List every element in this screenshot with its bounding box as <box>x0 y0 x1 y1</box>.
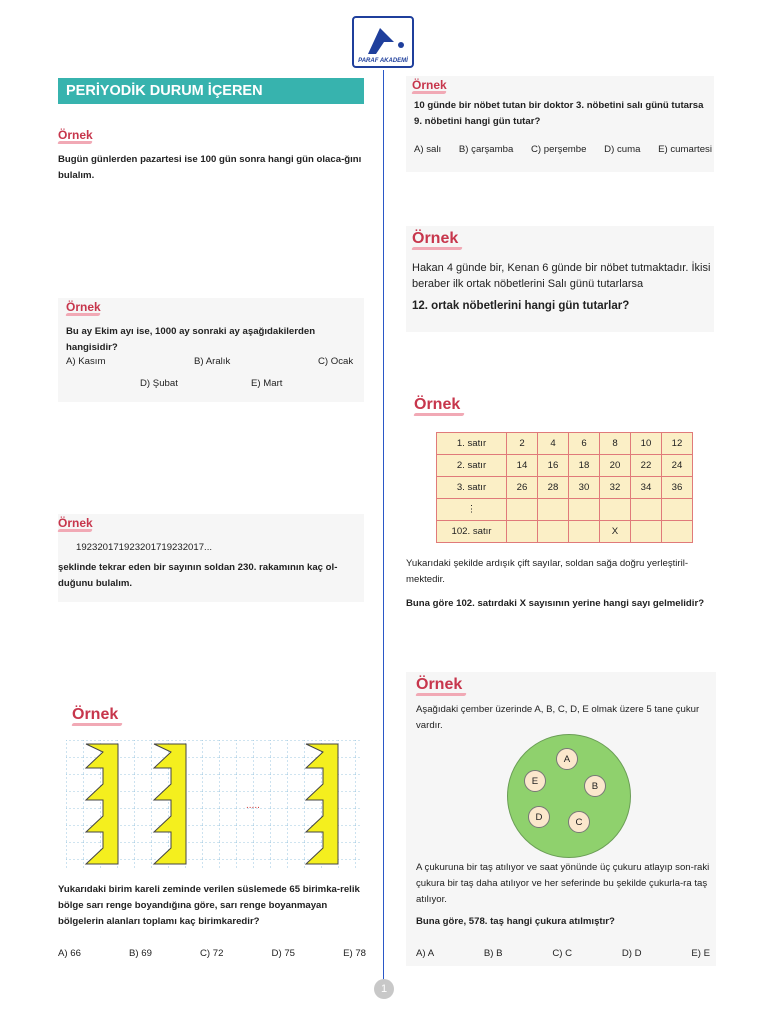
example-3 <box>58 514 364 602</box>
example-6 <box>406 226 714 332</box>
table-row <box>437 521 693 543</box>
table-cell: 26 <box>507 477 538 499</box>
table-cell: 28 <box>538 477 569 499</box>
page-number: 1 <box>374 979 394 999</box>
example-label: Örnek <box>66 300 364 316</box>
example-question: Yukarıdaki birim kareli zeminde verilen süslemede 65 birimka-relik bölge sarı renge boyandığına göre, sarı renge boyanmayan bölgelerin alanları toplamı kaç birimkaredir? <box>58 884 360 927</box>
row-label: 102. satır <box>437 521 507 543</box>
example-question: 10 günde bir nöbet tutan bir doktor 3. nöbetini salı günü tutarsa 9. nöbetini hangi gün tutar? <box>414 100 704 127</box>
example-7 <box>406 396 716 416</box>
option-d: D) cuma <box>604 144 641 155</box>
example-label: Örnek <box>412 78 714 94</box>
table-cell <box>631 499 662 521</box>
example-question: Bugün günlerden pazartesi ise 100 gün sonra hangi gün olaca-ğını bulalım. <box>58 154 362 181</box>
example-question: 12. ortak nöbetlerini hangi gün tutarlar? <box>412 300 630 312</box>
table-row <box>437 433 693 455</box>
pattern-figure <box>66 740 360 868</box>
table-cell: X <box>600 521 631 543</box>
table-row <box>437 455 693 477</box>
example-question: Buna göre, 578. taş hangi çukura atılmıştır? <box>416 916 615 927</box>
table-cell: 12 <box>662 433 693 455</box>
table-cell: 36 <box>662 477 693 499</box>
table-cell: 32 <box>600 477 631 499</box>
example-label: Örnek <box>412 230 714 250</box>
circle-figure <box>507 734 631 858</box>
option-e: E) cumartesi <box>658 144 712 155</box>
example-text: Aşağıdaki çember üzerinde A, B, C, D, E olmak üzere 5 tane çukur vardır. <box>416 704 700 731</box>
table-cell: 14 <box>507 455 538 477</box>
example-label: Örnek <box>414 396 716 416</box>
table-cell: 20 <box>600 455 631 477</box>
option-b: B) Aralık <box>194 356 231 367</box>
table-cell <box>631 521 662 543</box>
repeating-sequence: 19232017192320171923​2017... <box>76 542 213 553</box>
table-cell <box>600 499 631 521</box>
table-cell <box>569 521 600 543</box>
option-b: B) B <box>483 948 503 959</box>
options-row <box>416 948 710 959</box>
logo-mark-icon <box>354 20 412 58</box>
column-divider <box>383 70 384 990</box>
hole-e: E <box>524 770 546 792</box>
option-a: A) 66 <box>58 948 81 959</box>
option-a: A) A <box>416 948 435 959</box>
hole-a: A <box>556 748 578 770</box>
example-text: Yukarıdaki şekilde ardışık çift sayılar, soldan sağa doğru yerleştiril-mektedir. <box>406 558 689 585</box>
option-b: B) 69 <box>129 948 152 959</box>
row-label: 2. satır <box>437 455 507 477</box>
table-cell: 6 <box>569 433 600 455</box>
table-cell <box>507 521 538 543</box>
option-a: A) Kasım <box>66 356 106 367</box>
option-e: E) E <box>691 948 710 959</box>
row-label: 1. satır <box>437 433 507 455</box>
option-c: C) C <box>552 948 573 959</box>
table-cell <box>662 521 693 543</box>
example-2 <box>58 298 364 402</box>
number-table <box>436 432 693 543</box>
example-label: Örnek <box>58 516 364 532</box>
example-label: Örnek <box>416 676 716 696</box>
example-4 <box>58 706 364 726</box>
option-c: C) perşembe <box>531 144 587 155</box>
logo <box>352 16 414 68</box>
option-e: E) 78 <box>343 948 366 959</box>
table-cell: 30 <box>569 477 600 499</box>
row-label: ⋮ <box>437 499 507 521</box>
ellipsis-dots: ..... <box>246 800 260 811</box>
table-cell <box>507 499 538 521</box>
table-cell: 22 <box>631 455 662 477</box>
example-question: Buna göre 102. satırdaki X sayısının yerine hangi sayı gelmelidir? <box>406 598 705 609</box>
table-cell <box>538 499 569 521</box>
example-1 <box>58 128 364 184</box>
table-cell: 34 <box>631 477 662 499</box>
logo-text: PARAF AKADEMİ <box>358 58 408 64</box>
table-cell: 10 <box>631 433 662 455</box>
example-label: Örnek <box>72 706 364 726</box>
example-text: Hakan 4 günde bir, Kenan 6 günde bir nöbet tutmaktadır. İkisi beraber ilk ortak nöbetlerini Salı günü tutarlarsa <box>412 262 711 290</box>
table-cell: 8 <box>600 433 631 455</box>
example-question: şeklinde tekrar eden bir sayının soldan 230. rakamının kaç ol-duğunu bulalım. <box>58 562 338 589</box>
hole-b: B <box>584 775 606 797</box>
table-cell: 4 <box>538 433 569 455</box>
table-cell: 18 <box>569 455 600 477</box>
option-c: C) Ocak <box>318 356 354 367</box>
table-cell: 16 <box>538 455 569 477</box>
option-d: D) 75 <box>271 948 295 959</box>
table-cell <box>538 521 569 543</box>
table-cell: 2 <box>507 433 538 455</box>
option-e: E) Mart <box>251 378 283 389</box>
example-question: Bu ay Ekim ayı ise, 1000 ay sonraki ay aşağıdakilerden hangisidir? <box>66 326 316 353</box>
option-d: D) D <box>621 948 642 959</box>
table-cell: 24 <box>662 455 693 477</box>
table-row <box>437 499 693 521</box>
option-b: B) çarşamba <box>458 144 514 155</box>
option-d: D) Şubat <box>140 378 178 389</box>
options-row <box>414 144 712 155</box>
example-text-2: A çukuruna bir taş atılıyor ve saat yönünde üç çukuru atlayıp son-raki çukura bir taş daha atılıyor ve her seferinde bu şekilde çukurla-ra taş atılıyor. <box>416 862 710 905</box>
hole-c: C <box>568 811 590 833</box>
options-row <box>58 948 366 959</box>
hole-d: D <box>528 806 550 828</box>
row-label: 3. satır <box>437 477 507 499</box>
page-title: PERİYODİK DURUM İÇEREN PROBLEMLER <box>58 78 364 104</box>
example-5 <box>406 76 714 172</box>
option-c: C) 72 <box>200 948 224 959</box>
table-cell <box>569 499 600 521</box>
option-a: A) salı <box>414 144 442 155</box>
example-label: Örnek <box>58 128 364 144</box>
table-row <box>437 477 693 499</box>
table-cell <box>662 499 693 521</box>
